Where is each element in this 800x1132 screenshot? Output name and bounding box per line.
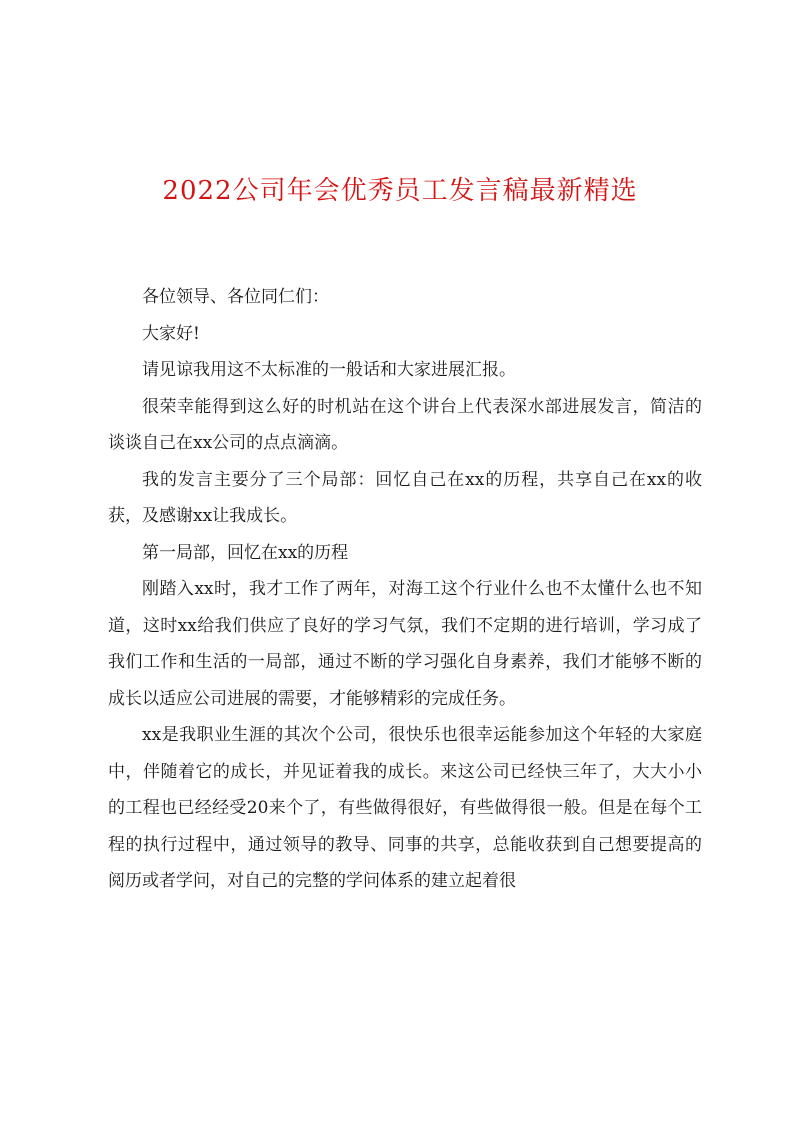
paragraph-salutation: 各位领导、各位同仁们： [142, 287, 329, 307]
paragraph: 刚踏入xx时，我才工作了两年，对海工这个行业什么也不太懂什么也不知道，这时xx给我们供应了良好的学习气氛，我们不定期的进行培训，学习成了我们工作和生活的一局部，通过不断的学习强化自身素养，我们才能够不断的成长以适应公司进展的需要，才能够精彩的完成任务。 [108, 579, 702, 709]
paragraph-greeting: 大家好! [142, 323, 200, 344]
paragraph: 很荣幸能得到这么好的时机站在这个讲台上代表深水部进展发言，简洁的谈谈自己在xx公司的点点滴滴。 [108, 396, 702, 453]
paragraph: xx是我职业生涯的其次个公司，很快乐也很幸运能参加这个年轻的大家庭中，伴随着它的成长，并见证着我的成长。来这公司已经快三年了，大大小小的工程也已经经受20来个了，有些做得很好，有些做得很一般。但是在每个工程的执行过程中，通过领导的教导、同事的共享，总能收获到自己想要提高的阅历或者学问，对自己的完整的学问体系的建立起着很 [108, 725, 702, 891]
section-heading: 第一局部，回忆在xx的历程 [142, 542, 349, 563]
document-title: 2022公司年会优秀员工发言稿最新精选 [162, 176, 638, 206]
paragraph: 我的发言主要分了三个局部：回忆自己在xx的历程，共享自己在xx的收获，及感谢xx让我成长。 [108, 469, 702, 526]
document-body [108, 279, 702, 900]
paragraph: 请见谅我用这不太标准的一般话和大家进展汇报。 [142, 360, 516, 380]
